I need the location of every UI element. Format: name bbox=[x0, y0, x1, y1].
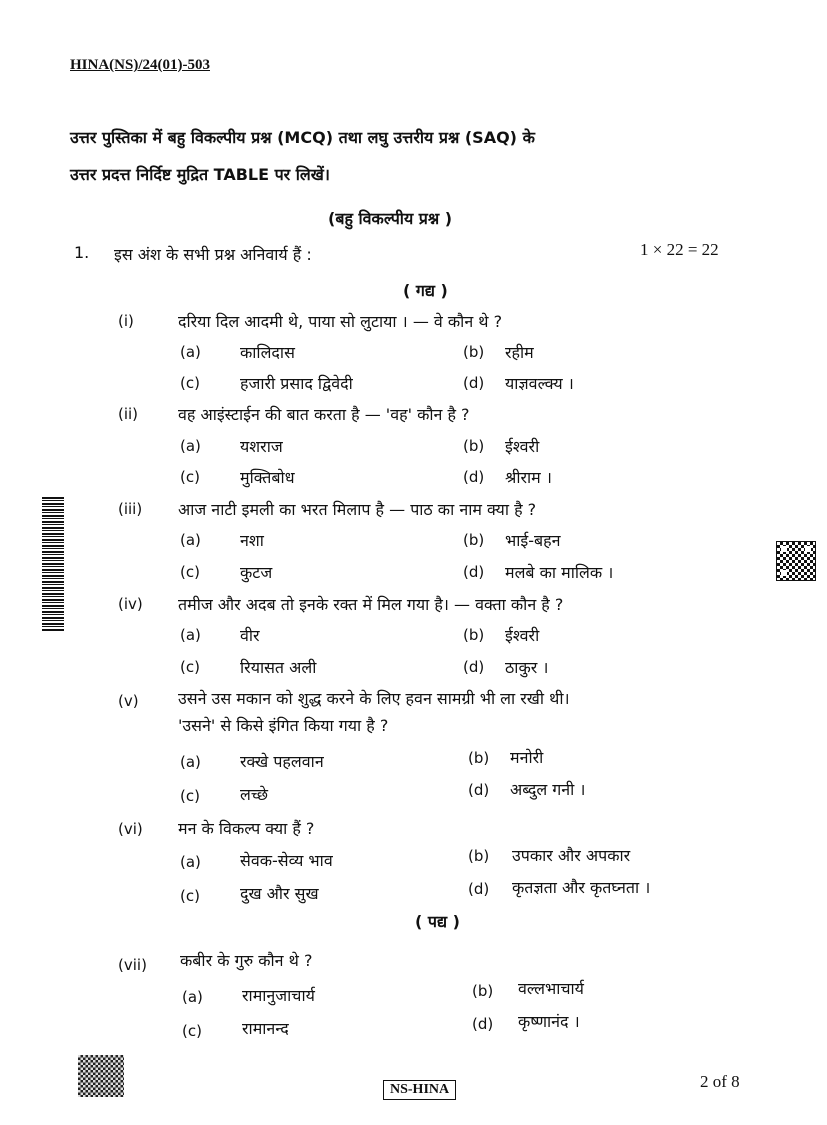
option-i-d: याज्ञवल्क्य । bbox=[505, 374, 574, 393]
option-vii-b: वल्लभाचार्य bbox=[518, 979, 584, 998]
subsection-prose: ( गद्य ) bbox=[403, 281, 448, 300]
question-1-marks: 1 × 22 = 22 bbox=[640, 240, 719, 259]
option-label: (b) bbox=[472, 982, 494, 1000]
option-v-a: रक्खे पहलवान bbox=[240, 752, 324, 771]
option-label: (d) bbox=[468, 880, 490, 898]
option-v-b: मनोरी bbox=[510, 748, 544, 767]
option-label: (b) bbox=[463, 531, 485, 549]
option-label: (d) bbox=[463, 563, 485, 581]
option-label: (a) bbox=[180, 626, 201, 644]
option-vii-a: रामानुजाचार्य bbox=[242, 986, 315, 1005]
option-label: (c) bbox=[180, 374, 200, 392]
option-vii-c: रामानन्द bbox=[242, 1019, 289, 1038]
option-label: (d) bbox=[463, 658, 485, 676]
option-iv-a: वीर bbox=[240, 626, 260, 645]
question-iii-text: आज नाटी इमली का भरत मिलाप है — पाठ का नाम क्या है ? bbox=[178, 500, 537, 519]
option-label: (b) bbox=[468, 749, 490, 767]
option-iv-b: ईश्वरी bbox=[505, 626, 540, 645]
option-label: (b) bbox=[463, 626, 485, 644]
instruction-line-1: उत्तर पुस्तिका में बहु विकल्पीय प्रश्न (MCQ) तथा लघु उत्तरीय प्रश्न (SAQ) के bbox=[70, 128, 535, 147]
option-label: (c) bbox=[182, 1022, 202, 1040]
option-label: (a) bbox=[180, 853, 201, 871]
option-iii-b: भाई-बहन bbox=[505, 531, 561, 550]
question-vi-number: (vi) bbox=[118, 820, 143, 838]
option-iii-c: कुटज bbox=[240, 563, 273, 582]
question-1-text: इस अंश के सभी प्रश्न अनिवार्य हैं : bbox=[114, 245, 312, 264]
option-v-c: लच्छे bbox=[240, 785, 268, 804]
option-vi-b: उपकार और अपकार bbox=[512, 846, 631, 865]
option-label: (b) bbox=[463, 343, 485, 361]
question-iv-text: तमीज और अदब तो इनके रक्त में मिल गया है। — वक्ता कौन है ? bbox=[178, 595, 564, 614]
option-label: (c) bbox=[180, 468, 200, 486]
paper-code: HINA(NS)/24(01)-503 bbox=[70, 57, 210, 73]
option-v-d: अब्दुल गनी । bbox=[510, 780, 586, 799]
question-v-text: उसने उस मकान को शुद्ध करने के लिए हवन सामग्री भी ला रखी थी। bbox=[178, 689, 570, 708]
option-label: (d) bbox=[472, 1015, 494, 1033]
question-iv-number: (iv) bbox=[118, 595, 143, 613]
option-label: (b) bbox=[463, 437, 485, 455]
option-label: (b) bbox=[468, 847, 490, 865]
option-ii-c: मुक्तिबोध bbox=[240, 468, 295, 487]
section-title: (बहु विकल्पीय प्रश्न ) bbox=[328, 209, 453, 228]
question-v-text-2: 'उसने' से किसे इंगित किया गया है ? bbox=[178, 716, 389, 735]
question-i-number: (i) bbox=[118, 312, 134, 330]
question-i-text: दरिया दिल आदमी थे, पाया सो लुटाया । — वे कौन थे ? bbox=[178, 312, 503, 331]
option-label: (a) bbox=[180, 343, 201, 361]
question-vii-number: (vii) bbox=[118, 956, 147, 974]
option-label: (d) bbox=[463, 374, 485, 392]
question-v-number: (v) bbox=[118, 692, 139, 710]
option-label: (a) bbox=[180, 437, 201, 455]
question-vi-text: मन के विकल्प क्या हैं ? bbox=[178, 819, 315, 838]
option-label: (c) bbox=[180, 787, 200, 805]
page-number: 2 of 8 bbox=[700, 1072, 740, 1091]
option-vii-d: कृष्णानंद । bbox=[518, 1012, 580, 1031]
option-vi-a: सेवक-सेव्य भाव bbox=[240, 851, 333, 870]
footer-code: NS-HINA bbox=[383, 1080, 456, 1100]
question-ii-text: वह आइंस्टाईन की बात करता है — 'वह' कौन है ? bbox=[178, 405, 470, 424]
qr-code-image bbox=[776, 541, 816, 581]
option-iv-d: ठाकुर । bbox=[505, 658, 549, 677]
option-vi-d: कृतज्ञता और कृतघ्नता । bbox=[512, 878, 651, 897]
barcode-image bbox=[42, 497, 64, 632]
option-i-b: रहीम bbox=[505, 343, 534, 362]
option-ii-d: श्रीराम । bbox=[505, 468, 552, 487]
option-label: (a) bbox=[182, 988, 203, 1006]
option-label: (c) bbox=[180, 887, 200, 905]
question-iii-number: (iii) bbox=[118, 500, 143, 518]
question-vii-text: कबीर के गुरु कौन थे ? bbox=[180, 951, 313, 970]
question-ii-number: (ii) bbox=[118, 405, 139, 423]
option-iii-a: नशा bbox=[240, 531, 264, 550]
option-ii-a: यशराज bbox=[240, 437, 283, 456]
option-label: (c) bbox=[180, 563, 200, 581]
option-i-a: कालिदास bbox=[240, 343, 295, 362]
instruction-line-2: उत्तर प्रदत्त निर्दिष्ट मुद्रित TABLE पर लिखें। bbox=[70, 165, 330, 184]
option-label: (d) bbox=[468, 781, 490, 799]
option-label: (c) bbox=[180, 658, 200, 676]
option-iv-c: रियासत अली bbox=[240, 658, 317, 677]
option-ii-b: ईश्वरी bbox=[505, 437, 540, 456]
option-iii-d: मलबे का मालिक । bbox=[505, 563, 614, 582]
option-vi-c: दुख और सुख bbox=[240, 884, 319, 903]
option-label: (a) bbox=[180, 753, 201, 771]
question-1-number: 1. bbox=[74, 243, 90, 262]
option-label: (a) bbox=[180, 531, 201, 549]
option-i-c: हजारी प्रसाद द्विवेदी bbox=[240, 374, 353, 393]
subsection-poetry: ( पद्य ) bbox=[415, 912, 460, 931]
option-label: (d) bbox=[463, 468, 485, 486]
qr-code-image-footer bbox=[78, 1055, 124, 1097]
